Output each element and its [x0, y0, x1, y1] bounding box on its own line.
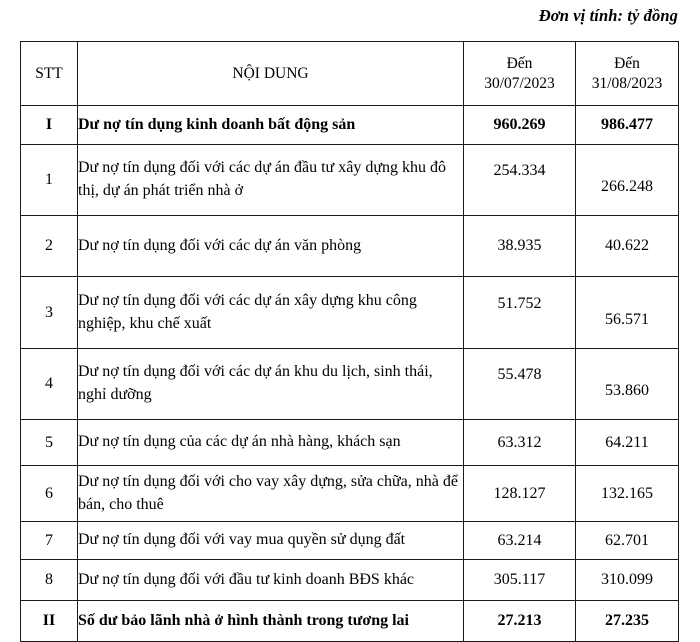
row-content: Dư nợ tín dụng đối với các dự án khu du lịch, sinh thái, nghỉ dưỡng: [78, 349, 464, 420]
table-row: [21, 349, 679, 420]
row-index: 2: [21, 216, 78, 277]
row-index: 4: [21, 349, 78, 420]
row-value-col-1: 51.752: [464, 268, 576, 340]
row-value-col-1: 63.312: [464, 420, 576, 466]
header-date-col-2-line2: 31/08/2023: [591, 74, 663, 92]
table-row: [21, 560, 679, 601]
row-value-col-2: 132.165: [576, 466, 679, 522]
row-index: II: [21, 601, 78, 642]
table-header-row: [21, 42, 679, 106]
table-row: [21, 601, 679, 642]
row-content: Dư nợ tín dụng kinh doanh bất động sản: [78, 106, 464, 145]
row-value-col-2: 27.235: [576, 601, 679, 642]
row-value-col-1: 305.117: [464, 560, 576, 601]
row-value-col-1: 63.214: [464, 522, 576, 560]
row-value-col-2: 56.571: [576, 284, 679, 356]
unit-of-measure-note: Đơn vị tính: tỷ đồng: [538, 6, 678, 25]
credit-balance-table-wrapper: [20, 41, 678, 642]
row-content: Dư nợ tín dụng đối với các dự án đầu tư xây dựng khu đô thị, dự án phát triển nhà ở: [78, 145, 464, 216]
row-content: Dư nợ tín dụng của các dự án nhà hàng, khách sạn: [78, 420, 464, 466]
row-value-col-2: 62.701: [576, 522, 679, 560]
table-row: [21, 106, 679, 145]
row-value-col-2: 53.860: [576, 356, 679, 427]
row-value-col-2: 986.477: [576, 106, 679, 145]
header-date-col-2-line1: Đến: [614, 54, 640, 72]
header-date-col-2: [576, 42, 679, 106]
row-content: Dư nợ tín dụng đối với đầu tư kinh doanh BĐS khác: [78, 560, 464, 601]
row-index: 3: [21, 277, 78, 349]
header-date-col-1: [464, 42, 576, 106]
row-value-col-2: 266.248: [576, 152, 679, 223]
header-content: NỘI DUNG: [78, 42, 464, 106]
row-value-col-2: 64.211: [576, 420, 679, 466]
header-date-col-1-line2: 30/07/2023: [484, 74, 555, 92]
row-content: Số dư bảo lãnh nhà ở hình thành trong tương lai: [78, 601, 464, 642]
row-value-col-2: 310.099: [576, 560, 679, 601]
credit-balance-table: [20, 41, 679, 642]
table-row: [21, 277, 679, 349]
row-content: Dư nợ tín dụng đối với các dự án xây dựng khu công nghiệp, khu chế xuất: [78, 277, 464, 349]
row-index: 6: [21, 466, 78, 522]
row-content: Dư nợ tín dụng đối với vay mua quyền sử dụng đất: [78, 522, 464, 560]
row-index: 7: [21, 522, 78, 560]
header-date-col-1-line1: Đến: [506, 54, 533, 72]
row-index: I: [21, 106, 78, 145]
table-row: [21, 522, 679, 560]
header-stt: STT: [21, 42, 78, 106]
row-value-col-1: 27.213: [464, 601, 576, 642]
table-row: [21, 466, 679, 522]
row-value-col-1: 960.269: [464, 106, 576, 145]
row-value-col-1: 128.127: [464, 466, 576, 522]
row-index: 8: [21, 560, 78, 601]
table-row: [21, 145, 679, 216]
row-index: 5: [21, 420, 78, 466]
row-content: Dư nợ tín dụng đối với các dự án văn phòng: [78, 216, 464, 277]
row-value-col-1: 55.478: [464, 340, 576, 411]
row-content: Dư nợ tín dụng đối với cho vay xây dựng, sửa chữa, nhà để bán, cho thuê: [78, 466, 464, 522]
row-value-col-2: 40.622: [576, 216, 679, 277]
table-row: [21, 216, 679, 277]
row-value-col-1: 254.334: [464, 136, 576, 207]
row-index: 1: [21, 145, 78, 216]
row-value-col-1: 38.935: [464, 216, 576, 277]
